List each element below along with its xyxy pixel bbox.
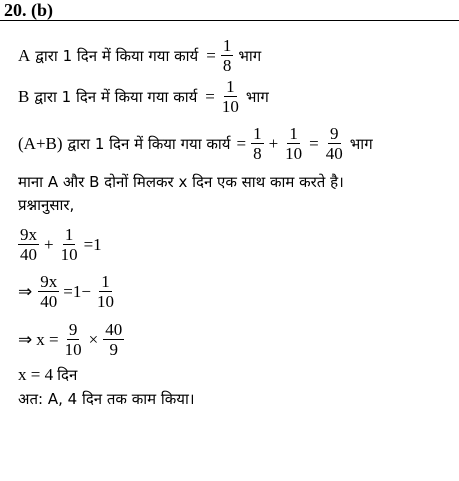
implies-arrow-icon: ⇒ bbox=[18, 329, 33, 350]
fraction-numerator: 40 bbox=[105, 320, 123, 339]
equation-middle: =1− bbox=[63, 281, 91, 301]
fraction-nine-fortieths bbox=[324, 124, 345, 163]
fraction-one-tenth bbox=[59, 225, 80, 264]
fraction-denominator: 40 bbox=[325, 144, 343, 163]
work-rate-combined-line bbox=[18, 124, 373, 163]
worker-b-label: B bbox=[18, 86, 30, 106]
fraction-numerator: 1 bbox=[226, 77, 235, 96]
fraction-nine-tenths bbox=[63, 320, 84, 359]
unit-label: भाग bbox=[349, 134, 373, 153]
assumption-line bbox=[18, 172, 344, 192]
fraction-denominator: 10 bbox=[64, 340, 82, 359]
fraction-forty-ninths bbox=[103, 320, 124, 359]
fraction-9x-over-40 bbox=[38, 272, 59, 311]
according-to-question-text: प्रश्नानुसार, bbox=[18, 196, 75, 214]
work-rate-a-line bbox=[18, 36, 261, 75]
equation-lhs: x = bbox=[36, 329, 59, 349]
fraction-numerator: 9x bbox=[20, 225, 37, 244]
work-rate-a-text: द्वारा 1 दिन में किया गया कार्य bbox=[35, 46, 199, 65]
combined-workers-label: (A+B) bbox=[18, 133, 63, 153]
according-to-question-line bbox=[18, 195, 74, 215]
equals-sign: = bbox=[236, 133, 247, 153]
equation-1 bbox=[18, 225, 102, 264]
fraction-one-tenth bbox=[283, 124, 304, 163]
unit-label: भाग bbox=[245, 87, 269, 106]
result-unit: दिन bbox=[57, 366, 78, 384]
work-rate-a-fraction bbox=[221, 36, 234, 75]
header-divider bbox=[0, 20, 459, 21]
fraction-numerator: 9x bbox=[40, 272, 58, 291]
equation-2 bbox=[18, 272, 118, 311]
fraction-numerator: 1 bbox=[289, 124, 298, 143]
equation-rhs: =1 bbox=[83, 234, 102, 254]
result-value: x = 4 bbox=[18, 365, 54, 384]
fraction-denominator: 10 bbox=[96, 292, 114, 311]
equals-sign: = bbox=[205, 86, 215, 106]
assumption-text: माना A और B दोनों मिलकर x दिन एक साथ काम करते है। bbox=[18, 173, 344, 191]
fraction-denominator: 8 bbox=[222, 56, 232, 75]
fraction-numerator: 1 bbox=[222, 36, 232, 55]
fraction-numerator: 1 bbox=[101, 272, 110, 291]
fraction-9x-over-40 bbox=[18, 225, 39, 264]
fraction-denominator: 10 bbox=[285, 144, 303, 163]
fraction-denominator: 8 bbox=[253, 144, 262, 163]
fraction-denominator: 9 bbox=[109, 340, 118, 359]
fraction-numerator: 1 bbox=[64, 225, 74, 244]
fraction-numerator: 1 bbox=[253, 124, 262, 143]
fraction-one-eighth bbox=[251, 124, 264, 163]
conclusion-text: अत: A, 4 दिन तक काम किया। bbox=[18, 390, 195, 408]
unit-label: भाग bbox=[238, 46, 262, 65]
conclusion-line bbox=[18, 389, 195, 409]
result-line bbox=[18, 365, 77, 385]
question-number: 20. (b) bbox=[4, 0, 53, 20]
equals-sign: = bbox=[309, 133, 319, 153]
fraction-one-tenth bbox=[95, 272, 116, 311]
work-rate-b-text: द्वारा 1 दिन में किया गया कार्य bbox=[34, 87, 198, 106]
fraction-numerator: 9 bbox=[330, 124, 339, 143]
work-rate-b-fraction bbox=[220, 77, 241, 116]
work-rate-b-line bbox=[18, 77, 269, 116]
plus-sign: + bbox=[44, 234, 54, 254]
fraction-denominator: 10 bbox=[60, 245, 78, 264]
worker-a-label: A bbox=[18, 45, 31, 65]
equals-sign: = bbox=[206, 45, 216, 65]
plus-sign: + bbox=[268, 133, 279, 153]
fraction-denominator: 40 bbox=[20, 245, 37, 264]
fraction-denominator: 40 bbox=[40, 292, 58, 311]
implies-arrow-icon: ⇒ bbox=[18, 281, 33, 302]
multiply-sign: × bbox=[88, 329, 99, 349]
equation-3 bbox=[18, 320, 126, 359]
work-rate-combined-text: द्वारा 1 दिन में किया गया कार्य bbox=[67, 134, 231, 153]
fraction-denominator: 10 bbox=[221, 97, 239, 116]
fraction-numerator: 9 bbox=[68, 320, 78, 339]
